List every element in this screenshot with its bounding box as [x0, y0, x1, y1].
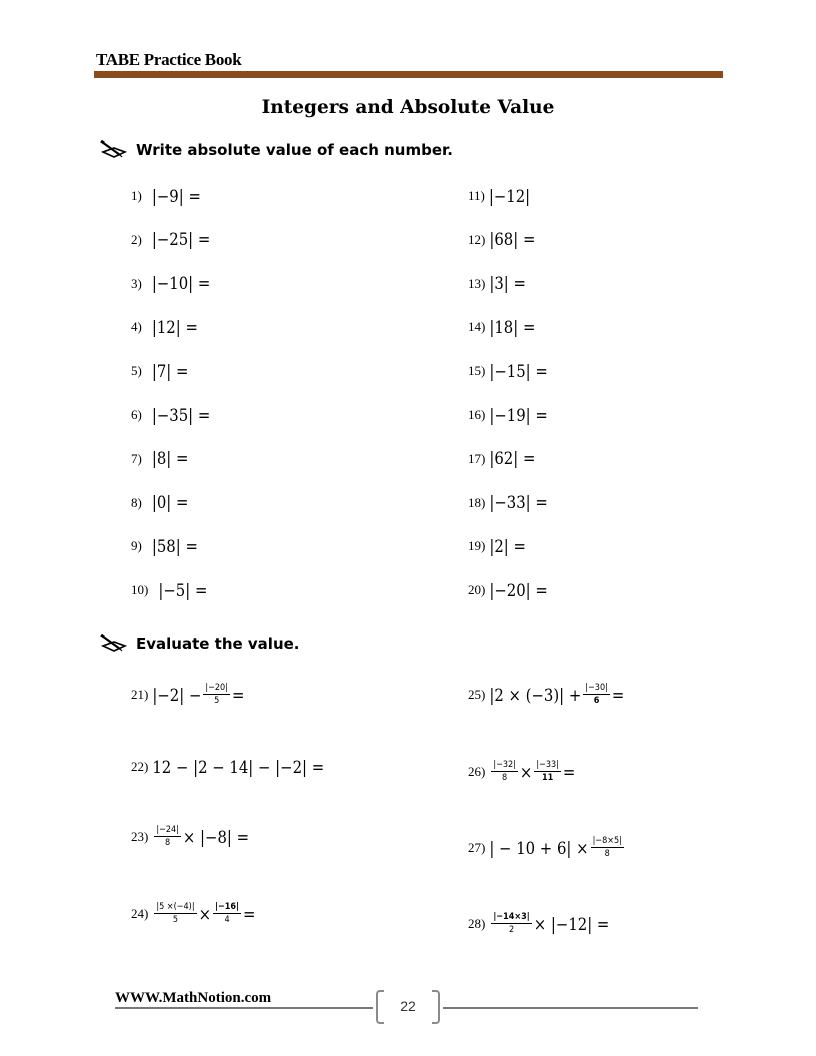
instruction-text: Write absolute value of each number. [136, 141, 453, 159]
problem-10 [131, 575, 207, 605]
problem-number: 11) [468, 188, 485, 203]
problem-22 [131, 752, 324, 782]
problem-number: 1) [131, 188, 142, 203]
problem-number: 21) [131, 687, 149, 702]
footer-website: WWW.MathNotion.com [115, 990, 272, 1006]
problem-number: 17) [468, 450, 486, 466]
fraction [213, 903, 241, 926]
problem-number: 18) [468, 494, 486, 510]
denominator: 4 [224, 915, 230, 925]
denominator: 2 [508, 925, 515, 935]
expression: |12| = [151, 317, 198, 337]
problem-21 [131, 680, 244, 710]
problem-12 [468, 225, 535, 255]
problem-number: 8) [131, 494, 142, 510]
book-title: TABE Practice Book [96, 50, 242, 69]
expression: |−15| = [489, 361, 548, 381]
pencil-paper-icon [100, 140, 128, 160]
expression: |−20| = [489, 580, 548, 600]
problem-3 [131, 269, 210, 299]
problem-number: 15) [468, 363, 486, 379]
fraction [534, 761, 561, 784]
expression: |−10| = [151, 274, 211, 294]
fraction [154, 903, 196, 926]
problem-number: 19) [468, 538, 486, 554]
problem-number: 14) [468, 319, 486, 335]
numerator: |−16| [213, 903, 241, 914]
expression: |68| = [489, 230, 536, 250]
problem-number: 27) [468, 840, 486, 855]
operator: × [519, 762, 533, 782]
problem-number: 16) [468, 407, 486, 422]
page-number-badge [376, 990, 440, 1024]
expression: |0| = [151, 493, 189, 513]
footer-rule-right [443, 1007, 698, 1009]
denominator: 5 [214, 696, 220, 706]
problem-6 [131, 400, 210, 430]
expression-part: = [562, 762, 576, 782]
fraction [591, 837, 624, 860]
fraction [203, 684, 230, 707]
numerator: |−14×3| [491, 913, 531, 924]
problem-number: 2) [131, 231, 142, 247]
problem-11 [468, 181, 530, 211]
problem-18 [468, 488, 548, 518]
problem-number: 25) [468, 687, 486, 702]
problem-number: 28) [468, 916, 486, 931]
numerator: |−30| [583, 684, 610, 695]
expression: |58| = [151, 536, 198, 556]
problem-number: 7) [131, 450, 142, 466]
problem-number: 10) [131, 582, 149, 598]
expression-part: |−2| − [152, 685, 202, 705]
problem-19 [468, 531, 526, 561]
denominator: 11 [541, 773, 554, 783]
instruction-text: Evaluate the value. [136, 635, 300, 653]
problem-number: 24) [131, 906, 149, 921]
numerator: |−32| [491, 761, 518, 772]
problem-7 [131, 444, 188, 474]
page-number: 22 [400, 998, 416, 1014]
problem-28 [468, 909, 609, 939]
footer-rule-left [115, 1007, 373, 1009]
problem-number: 23) [131, 829, 149, 844]
pencil-paper-icon [100, 634, 128, 654]
fraction [491, 913, 531, 936]
expression-part: | − 10 + 6| × [489, 838, 589, 858]
expression: |7| = [151, 361, 189, 381]
instruction-absolute-value [100, 139, 453, 161]
expression: |8| = [151, 449, 189, 469]
operator: × [198, 904, 212, 924]
page-title: Integers and Absolute Value [261, 97, 555, 118]
denominator: 6 [593, 696, 600, 706]
denominator: 8 [604, 849, 610, 859]
numerator: |−20| [203, 684, 230, 695]
expression: |−5| = [158, 580, 208, 600]
expression: |−25| = [151, 230, 211, 250]
expression-part: = [231, 685, 245, 705]
problem-24 [131, 899, 255, 929]
problem-number: 12) [468, 231, 486, 247]
numerator: |−33| [534, 761, 561, 772]
problem-1 [131, 181, 201, 211]
numerator: |−8×5| [591, 837, 624, 848]
problem-number: 26) [468, 764, 486, 779]
problem-20 [468, 575, 548, 605]
expression: |−33| = [489, 493, 548, 513]
problem-14 [468, 312, 535, 342]
numerator: |5 ×(−4)| [154, 903, 196, 914]
problem-17 [468, 444, 535, 474]
problem-27 [468, 833, 626, 863]
problem-number: 4) [131, 319, 142, 335]
expression-part: = [243, 904, 256, 924]
expression-part: |2 × (−3)| + [489, 685, 582, 705]
expression-part: = [611, 685, 625, 705]
expression: |18| = [489, 317, 536, 337]
denominator: 5 [172, 915, 179, 925]
problem-number: 9) [131, 538, 142, 554]
expression-part: × |−12| = [533, 914, 610, 934]
problem-23 [131, 822, 249, 852]
denominator: 8 [502, 773, 508, 783]
fraction [583, 684, 610, 707]
expression: |3| = [489, 274, 526, 294]
problem-16 [468, 400, 548, 430]
expression: |2| = [489, 536, 526, 556]
problem-number: 20) [468, 582, 486, 598]
problem-8 [131, 488, 188, 518]
fraction [154, 826, 181, 849]
problem-9 [131, 531, 198, 561]
problem-25 [468, 680, 624, 710]
problem-2 [131, 225, 210, 255]
problem-26 [468, 757, 575, 787]
expression-part: × |−8| = [182, 827, 250, 847]
problem-number: 13) [468, 275, 486, 291]
expression: |−9| = [151, 186, 201, 206]
expression: |−19| = [489, 405, 548, 425]
problem-number: 5) [131, 363, 142, 379]
expression: |62| = [489, 449, 536, 469]
problem-number: 22) [131, 759, 149, 774]
problem-13 [468, 269, 526, 299]
denominator: 8 [165, 838, 171, 848]
fraction [491, 761, 518, 784]
problem-5 [131, 356, 188, 386]
instruction-evaluate [100, 633, 300, 655]
problem-number: 3) [131, 275, 142, 291]
expression: |−35| = [151, 405, 211, 425]
expression: 12 − |2 − 14| − |−2| = [152, 757, 325, 777]
header-rule [94, 71, 723, 78]
problem-4 [131, 312, 198, 342]
problem-15 [468, 356, 548, 386]
problem-number: 6) [131, 407, 142, 422]
expression: |−12| [488, 186, 531, 206]
numerator: |−24| [154, 826, 181, 837]
